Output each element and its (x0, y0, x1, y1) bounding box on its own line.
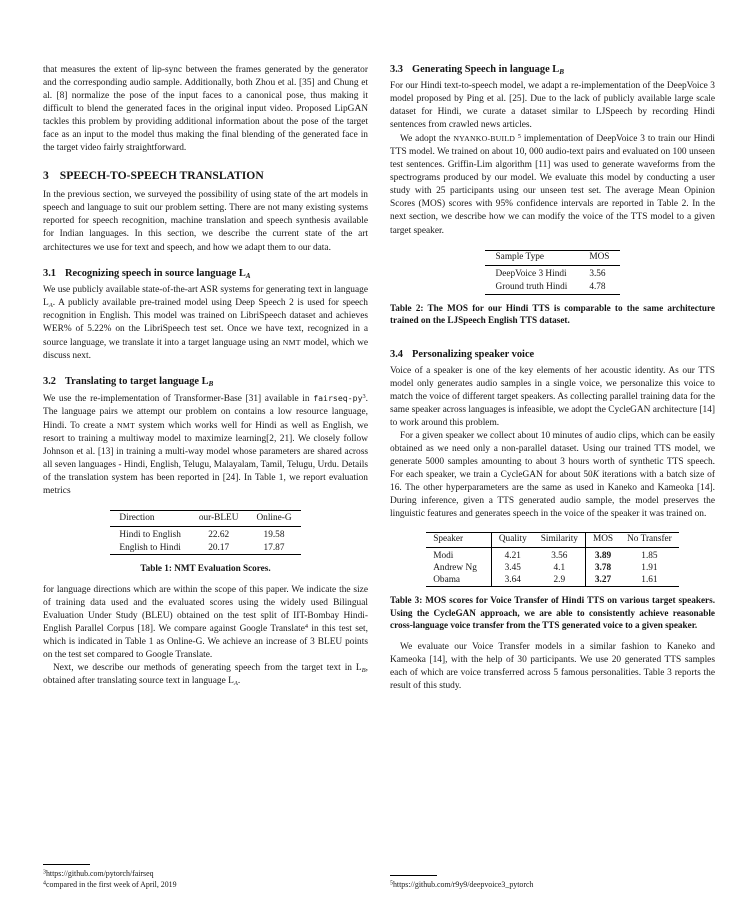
cell: 2.9 (534, 574, 586, 587)
footnote-rule (390, 875, 437, 876)
text-segment: in this test set, which is indicated in Table 1 as Online-G. We achieve an increase of 3 BLEU points on the test set compared to Google Translate. (43, 623, 368, 660)
cell: 1.85 (641, 551, 658, 562)
cell: 3.56 (589, 269, 606, 280)
cell: 22.62 (208, 529, 230, 540)
footnote-mark: 5 (390, 880, 393, 887)
text-segment: model, which we discuss next. (43, 337, 368, 361)
paragraph-next (43, 662, 368, 688)
footnote-mark: 3 (43, 869, 46, 876)
text-segment: , obtained after translating source text in language L (43, 663, 368, 687)
cell: 4.1 (534, 562, 586, 574)
paragraph-voice: Voice of a speaker is one of the key elements of her acoustic identity. As our TTS model only generates audio samples in a single voice, we personalize this voice to match the voice of different target speakers. As collecting parallel training data for the same speaker across languages is infeasible, we adopt the CycleGAN architecture [14] to work around this problem. (390, 365, 715, 428)
cell: 1.61 (641, 575, 658, 586)
italic-k: K (592, 469, 600, 480)
language-subscript: B (361, 666, 366, 674)
subsection-number: 3.4 (390, 348, 403, 360)
smallcaps-nyanko-build: NYANKO-BUILD (453, 134, 518, 144)
cell: 19.58 (263, 529, 285, 540)
subsection-heading-3-2 (43, 376, 368, 387)
footnote (43, 868, 368, 879)
text-segment: iterations with a batch size of 16. The other hyperparameters are the same as used in Kaneko and Kameoka [14]. During inference, given a TTS generated audio sample, the model preserves the linguistic features and generates speech in the voice of the speaker it was trained on. (390, 469, 715, 520)
text-segment: . The language pairs we attempt our problem on contains a low resource language, Hindi. To create a (43, 393, 368, 431)
right-column (390, 64, 715, 890)
column-header: Quality (491, 533, 533, 548)
footnote-mark: 4 (43, 880, 46, 887)
cell: Obama (426, 574, 491, 587)
cell: 3.27 (594, 575, 612, 586)
column-header: Direction (110, 511, 189, 527)
footnote-block (390, 867, 715, 890)
table-row (426, 548, 679, 563)
text-segment: We use publicly available state-of-the-art ASR systems for generating text in language L (43, 284, 368, 308)
paragraph-asr (43, 284, 368, 363)
text-segment: . A publicly available pre-trained model using Deep Speech 2 is used for speech recognition in English. This model was trained on LibriSpeech dataset and achieves WER% of 5.22% on the LibriSpeech test set. Once we have text, recognized in a source language, we translate it into a target language using an (43, 297, 368, 348)
language-subscript: A (48, 301, 53, 309)
hindi-tts-mos-table (485, 250, 621, 295)
footnote-mark: 5 (517, 133, 521, 140)
cell: Andrew Ng (426, 562, 491, 574)
nmt-evaluation-table (110, 510, 300, 555)
subsection-number: 3.3 (390, 64, 403, 75)
cell: 20.17 (208, 542, 230, 553)
subsection-heading-3-4 (390, 349, 715, 360)
cell: Hindi to English (119, 529, 181, 540)
table-row (485, 281, 621, 295)
column-header: No Transfer (620, 533, 679, 548)
left-column (43, 64, 368, 890)
table-row (110, 526, 300, 541)
cell: 3.45 (504, 563, 521, 574)
text-segment: For a given speaker we collect about 10 minutes of audio clips, which can be easily obtained as we need only a non-parallel dataset. Using our trained TTS model, we generate 5000 samples amounting to about 3 hours worth of synthetic TTS speech. For each speaker, we train a CycleGAN for about 50 (390, 430, 715, 480)
subsection-number: 3.2 (43, 375, 56, 387)
subsection-heading-3-1 (43, 268, 368, 279)
subsection-heading-3-3 (390, 64, 715, 75)
column-header: MOS (578, 250, 620, 266)
section-title: SPEECH-TO-SPEECH TRANSLATION (59, 169, 264, 183)
paragraph-tts: For our Hindi text-to-speech model, we adapt a re-implementation of the DeepVoice 3 model proposed by Ping et al. [25]. Due to the lack of publicly available large scale dataset for Hindi, we curate a dataset similar to LJSpeech by recording Hindi sentences from crawled news articles. (390, 81, 715, 131)
text-segment: . (237, 676, 241, 687)
paragraph-nyanko (390, 132, 715, 237)
footnote-block (43, 856, 368, 890)
cell: 4.78 (589, 282, 606, 293)
footnote (390, 879, 715, 890)
subsection-title: Personalizing speaker voice (412, 348, 535, 360)
column-header: Sample Type (485, 250, 579, 266)
section-heading-3 (43, 169, 368, 182)
column-header: our-BLEU (190, 511, 248, 527)
column-header: MOS (585, 533, 620, 548)
subsection-title: Translating to target language L (65, 375, 209, 387)
text-segment: We use the re-implementation of Transformer-Base [31] available in (43, 393, 314, 404)
footnote-text: https://github.com/r9y9/deepvoice3_pytorch (392, 880, 534, 889)
text-segment: Next, we describe our methods of generating speech from the target text in L (53, 663, 362, 673)
table-2-caption: Table 2: The MOS for our Hindi TTS is comparable to the same architecture trained on the LJSpeech English TTS dataset. (390, 302, 715, 326)
text-segment: system which works well for Hindi as well as English, we resort to training a multiway model to maximize learning[2, 21]. We closely follow Johnson et al. [13] in training a multi-way model whose parameters are shared across all seven languages - Hindi, English, Telugu, Malayalam, Tamil, Telugu, Urdu. Details of the translation system has been reported in [24]. In Table 1, we report evaluation metrics (43, 420, 368, 497)
column-header: Speaker (426, 533, 491, 548)
cell: Modi (426, 548, 491, 563)
footnote-rule (43, 864, 90, 865)
language-subscript: A (245, 271, 251, 280)
text-segment: We adopt the (400, 134, 454, 145)
table-1-caption: Table 1: NMT Evaluation Scores. (140, 563, 271, 574)
table-header-row (110, 511, 300, 527)
table-header-row (485, 250, 621, 266)
text-segment: for language directions which are within the scope of this paper. We indicate the size of training data used and the evaluated scores using the widely used Bilingual Evaluation Under Study (BLEU) obtained on the test split of IIT-Bombay Hindi-English Parallel Corpus [18]. We compare against Google Translate (43, 584, 368, 634)
paragraph-section3-intro: In the previous section, we surveyed the possibility of using state of the art models in speech and language to suit our problem setting. There are not many existing systems reported for speech recognition, machine translation and speech synthesis available for Indian languages. In this section, we describe the current state of the art architectures we use for text and speech, and how we adapt them to our data. (43, 190, 368, 253)
paragraph-bleu (43, 584, 368, 662)
footnote-text: compared in the first week of April, 2019 (45, 880, 177, 889)
smallcaps-nmt: NMT (282, 337, 301, 347)
cell: 3.64 (504, 575, 521, 586)
language-subscript: A (233, 679, 238, 687)
cell: English to Hindi (119, 542, 181, 553)
cell: 4.21 (504, 551, 521, 562)
footnote (43, 879, 368, 890)
column-header: Similarity (534, 533, 586, 548)
inline-code-fairseq: fairseq-py (313, 392, 363, 403)
table-row (426, 562, 679, 574)
paragraph-nmt (43, 392, 368, 498)
footnote-text: https://github.com/pytorch/fairseq (45, 869, 154, 878)
voice-transfer-mos-table (426, 532, 679, 587)
paragraph-cyclegan (390, 430, 715, 521)
language-subscript: B (559, 67, 565, 76)
table-3-caption: Table 3: MOS scores for Voice Transfer of Hindi TTS on various target speakers. Using the CycleGAN approach, we are able to consistently achieve reasonable cross-language voice transfer from the TTS generated voice to a given speaker. (390, 595, 715, 631)
footnote-mark: 3 (362, 392, 366, 400)
text-segment: implementation of DeepVoice 3 to train our Hindi TTS model. We trained on about 10, 000 audio-text pairs and evaluated on 100 unseen test sentences. Griffin-Lim algorithm [11] was used to generate waveforms from the spectrograms produced by our model. We evaluate this model by conducting a user study with 25 participants using our unseen test set. The average Mean Opinion Scores (MOS) scores with 95% confidence intervals are reported in Table 2. In the next section, we describe how we can modify the voice of the TTS model to a given target speaker. (390, 134, 716, 236)
table-row (485, 266, 621, 281)
cell: 1.91 (641, 563, 658, 574)
subsection-title: Generating Speech in language L (412, 64, 560, 75)
subsection-number: 3.1 (43, 267, 56, 279)
cell: 3.89 (594, 551, 612, 562)
table-row (110, 541, 300, 555)
section-number: 3 (43, 169, 49, 183)
paragraph-eval: We evaluate our Voice Transfer models in a similar fashion to Kaneko and Kameoka [14], with the help of 30 participants. We use 20 generated TTS samples each of which are voice transferred across 5 famous personalities. Table 3 reports the result of this study. (390, 641, 715, 691)
footnote-mark: 4 (304, 622, 309, 630)
subsection-title: Recognizing speech in source language L (65, 267, 246, 279)
table-header-row (426, 533, 679, 548)
cell: DeepVoice 3 Hindi (495, 269, 567, 280)
cell: 17.87 (263, 542, 285, 553)
table-row (426, 574, 679, 587)
cell: 3.78 (594, 563, 612, 574)
smallcaps-nmt: NMT (117, 420, 135, 430)
column-header: Online-G (247, 511, 300, 527)
cell: 3.56 (534, 548, 586, 563)
cell: Ground truth Hindi (495, 282, 568, 293)
paragraph-lipgan: that measures the extent of lip-sync between the frames generated by the generator and the corresponding audio sample. Additionally, both Zhou et al. [35] and Chung et al. [8] normalize the pose of the input faces to a canonical pose, thus making it difficult to blend the generated faces in the original input video. Proposed LipGAN tackles this problem by providing additional information about the pose of the target face as an input to the model thus making the final blending of the generated face in the target video fairly straightforward. (43, 65, 368, 154)
language-subscript: B (208, 379, 214, 388)
